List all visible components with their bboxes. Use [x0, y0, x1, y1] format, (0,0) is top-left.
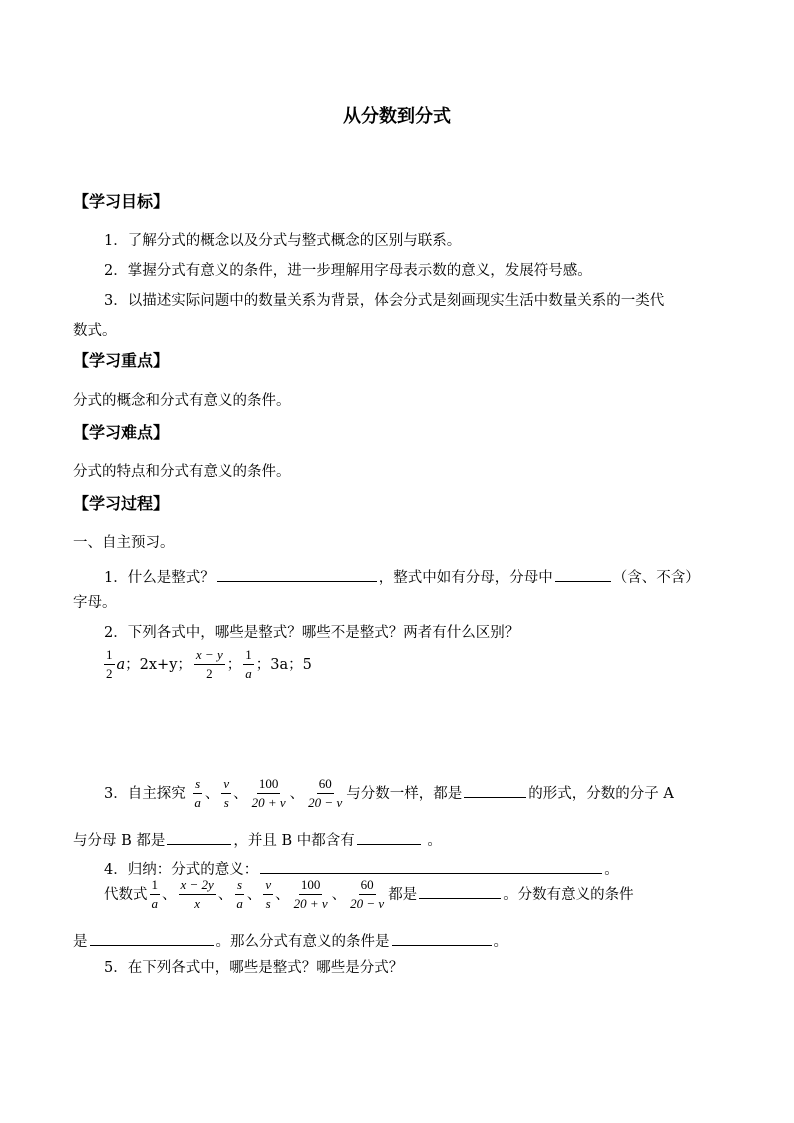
question-4-line2: 代数式 $\frac{1}{a}$ 、 $\frac{x - 2y}{x}$ 、 $\frac{s}{a}$ 、 $\frac{v}{s}$ 、 $\frac{100}{20 + v}$ 、 $\frac{60}{20 - v}$ 都是 。分数有意义的条件 [104, 877, 634, 912]
section-heading-key: 【学习重点】 [73, 351, 170, 370]
answer-blank-9[interactable] [392, 930, 492, 946]
section-heading-goals: 【学习目标】 [73, 192, 170, 211]
fraction-60-over-20-minus-v: $\frac{60}{20 - v}$ [308, 776, 343, 811]
key-text: 分式的概念和分式有意义的条件。 [73, 393, 291, 409]
answer-blank-4[interactable] [167, 829, 231, 845]
question-4-line3: 是 。那么分式有意义的条件是 。 [73, 930, 508, 950]
goal-2: 2．掌握分式有意义的条件，进一步理解用字母表示数的意义，发展符号感。 [104, 263, 592, 279]
question-2: 2．下列各式中，哪些是整式？哪些不是整式？两者有什么区别？ [104, 625, 520, 641]
fraction-x-minus-y-over-2: $\frac{x - y}{2}$ [195, 647, 223, 682]
question-4-line1: 4．归纳：分式的意义： 。 [104, 858, 619, 878]
question-1-line2: 字母。 [73, 595, 117, 611]
fraction-60-over-20-minus-v-2: $\frac{60}{20 - v}$ [350, 877, 385, 912]
page-title: 从分数到分式 [343, 106, 451, 127]
goal-3-line2: 数式。 [73, 323, 117, 339]
fraction-1-over-a: $\frac{1}{a}$ [151, 877, 158, 912]
answer-blank-5[interactable] [357, 829, 421, 845]
preview-heading: 一、自主预习。 [73, 535, 175, 551]
section-heading-difficulty: 【学习难点】 [73, 423, 170, 442]
answer-blank-8[interactable] [90, 930, 214, 946]
question-5: 5．在下列各式中，哪些是整式？哪些是分式？ [104, 960, 404, 976]
section-heading-process: 【学习过程】 [73, 494, 170, 513]
fraction-v-over-s-2: $\frac{v}{s}$ [265, 877, 272, 912]
answer-blank-7[interactable] [419, 883, 501, 899]
fraction-s-over-a: $\frac{s}{a}$ [194, 776, 201, 811]
fraction-one-over-a: $\frac{1}{a}$ [245, 647, 252, 682]
difficulty-text: 分式的特点和分式有意义的条件。 [73, 464, 291, 480]
fraction-100-over-20-plus-v: $\frac{100}{20 + v}$ [251, 776, 286, 811]
answer-blank-6[interactable] [260, 858, 602, 874]
fraction-s-over-a-2: $\frac{s}{a}$ [236, 877, 243, 912]
fraction-v-over-s: $\frac{v}{s}$ [223, 776, 230, 811]
answer-blank-1[interactable] [217, 566, 377, 582]
answer-blank-3[interactable] [464, 782, 526, 798]
fraction-100-over-20-plus-v-2: $\frac{100}{20 + v}$ [293, 877, 328, 912]
question-3-line1: 3．自主探究 $\frac{s}{a}$ 、 $\frac{v}{s}$ 、 $\frac{100}{20 + v}$ 、 $\frac{60}{20 - v}$ 与分数一样，都是 的形式，分数的分子 A [104, 776, 674, 811]
fraction-one-half: $\frac{1}{2}$ [106, 647, 113, 682]
question-2-expressions: $\frac{1}{2}$ a；2x+y； $\frac{x - y}{2}$ ； $\frac{1}{a}$ ；3a；5 [106, 647, 312, 682]
question-1-line1: 1．什么是整式？ ，整式中如有分母，分母中 （含、不含） [104, 566, 700, 586]
goal-1: 1．了解分式的概念以及分式与整式概念的区别与联系。 [104, 233, 462, 249]
question-3-line2: 与分母 B 都是 ，并且 B 中都含有 。 [73, 829, 442, 849]
answer-blank-2[interactable] [555, 566, 611, 582]
fraction-x-minus-2y-over-x: $\frac{x - 2y}{x}$ [180, 877, 214, 912]
goal-3-line1: 3．以描述实际问题中的数量关系为背景，体会分式是刻画现实生活中数量关系的一类代 [104, 293, 665, 309]
